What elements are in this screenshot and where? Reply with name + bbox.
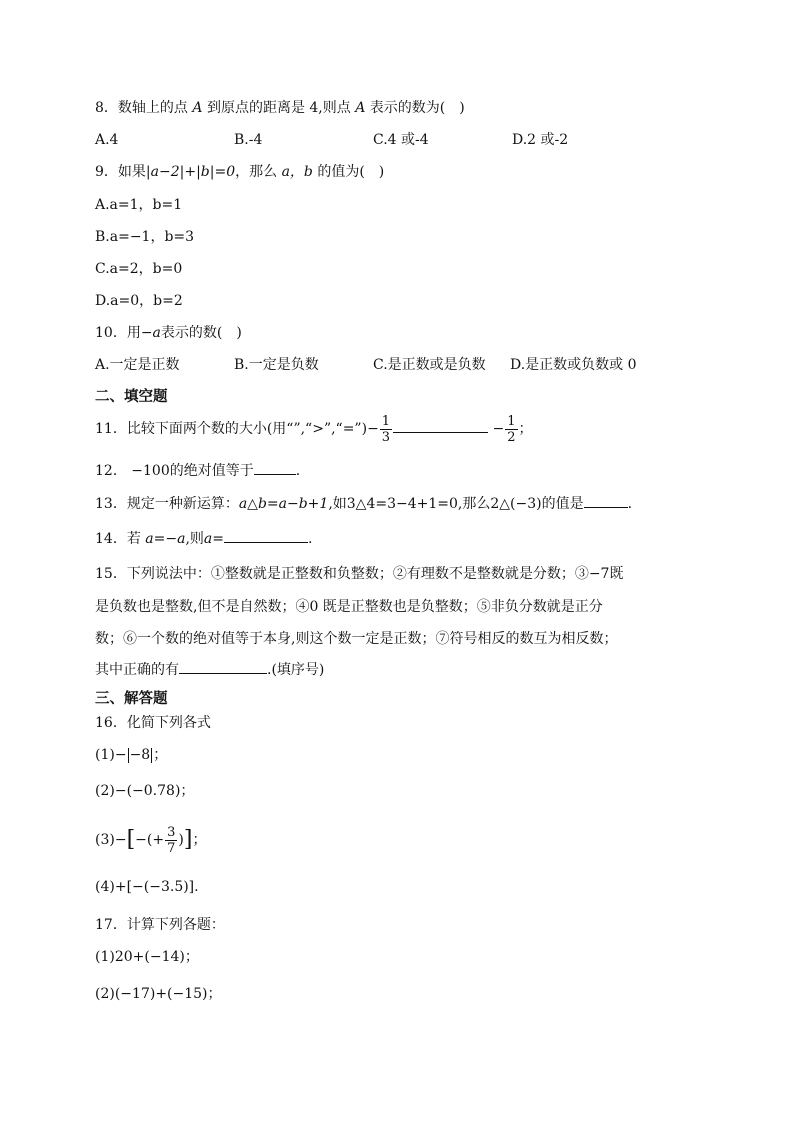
q15-number: 15． [95, 566, 127, 582]
q16-p4-expr: +[−(−3.5)] [114, 879, 195, 895]
q14-expr: a=−a [145, 531, 186, 547]
q16-p2-label: (2) [95, 783, 115, 799]
q8-option-b: B.-4 [234, 132, 263, 148]
q10-expr: −a [140, 325, 161, 341]
q16-p2-end: ； [180, 783, 195, 799]
section-3-title: 三、解答题 [95, 691, 168, 707]
q13-text-b: ,如 [328, 496, 347, 512]
q11-right-denominator: 2 [507, 429, 516, 445]
q16-p1-sign: − [114, 747, 127, 763]
q14-text-a: 若 [126, 531, 141, 547]
q9-text-b: ，那么 [235, 164, 278, 180]
q9-option-b: B.a=−1，b=3 [95, 229, 195, 245]
q17-part-1 [95, 946, 199, 968]
q13-text-d: 的值是 [541, 496, 584, 512]
q9-vars: a，b [281, 164, 313, 180]
q11-left-sign: − [367, 421, 379, 437]
question-15-line-4 [95, 659, 324, 681]
q16-p1-label: (1) [95, 747, 115, 763]
q9-text-c: 的值为( ) [317, 164, 385, 180]
q16-p4-end: . [194, 879, 199, 895]
q11-answer-blank[interactable] [393, 418, 488, 433]
q11-number: 11． [95, 421, 127, 437]
q16-part-4 [95, 876, 199, 898]
q17-p2-expr: (−17)+(−15) [114, 986, 208, 1002]
q12-number: 12． [95, 463, 127, 479]
section-2-title: 二、填空题 [95, 389, 168, 405]
q14-answer-blank[interactable] [224, 528, 308, 543]
q12-expr: −100 [131, 463, 170, 479]
q8-text-b: 到原点的距离是 4,则点 [206, 100, 351, 116]
q16-p3-inner-b: ) [178, 832, 184, 848]
q12-text: 的绝对值等于 [169, 463, 254, 479]
q9-number: 9． [95, 164, 118, 180]
q8-number: 8． [95, 100, 118, 116]
q8-option-d: D.2 或-2 [512, 132, 569, 148]
q10-number: 10． [95, 325, 127, 341]
question-15-line-1 [95, 563, 623, 585]
q16-p3-close-bracket: ] [183, 827, 193, 852]
q13-answer-blank[interactable] [584, 493, 628, 508]
question-14 [95, 528, 312, 550]
question-17 [95, 914, 225, 936]
q16-p3-open-bracket: [ [126, 827, 136, 852]
q8-var-a: A [192, 100, 203, 116]
q15-line-1-text: 下列说法中：①整数就是正整数和负整数；②有理数不是整数就是分数；③−7既 [126, 566, 624, 582]
q17-p2-label: (2) [95, 986, 115, 1002]
q17-text: 计算下列各题： [126, 917, 225, 933]
q12-end: . [295, 463, 301, 479]
q8-text-c: 表示的数为( ) [369, 100, 465, 116]
q15-line-4-a: 其中正确的有 [95, 662, 179, 678]
question-8 [95, 97, 465, 119]
q16-p4-label: (4) [95, 879, 115, 895]
q9-option-c: C.a=2，b=0 [95, 261, 183, 277]
q16-number: 16． [95, 715, 127, 731]
q11-left-fraction [380, 414, 392, 445]
question-16 [95, 712, 211, 734]
q10-option-c: C.是正数或是负数 [373, 357, 486, 373]
q11-end: ； [518, 421, 533, 437]
q17-p1-end: ； [184, 949, 199, 965]
q16-p3-sign: − [114, 832, 127, 848]
q11-right-sign: − [492, 421, 505, 437]
q10-option-a: A.一定是正数 [95, 357, 180, 373]
question-11 [95, 412, 533, 446]
q11-right-fraction [505, 414, 517, 445]
q13-end: . [627, 496, 633, 512]
q8-var-b: A [355, 100, 366, 116]
q13-ask: 2△(−3) [490, 496, 542, 512]
q15-answer-blank[interactable] [179, 659, 267, 674]
q16-part-3 [95, 818, 206, 862]
q13-definition: a△b=a−b+1 [238, 496, 329, 512]
question-15-line-2: 是负数也是整数,但不是自然数；④0 既是正整数也是负整数；⑤非负分数就是正分 [95, 599, 603, 615]
q15-line-4-b: .(填序号) [267, 662, 325, 678]
q9-expr: |a−2|+|b|=0 [145, 164, 236, 180]
question-13 [95, 493, 632, 515]
question-12 [95, 460, 300, 482]
q10-text-a: 用 [126, 325, 141, 341]
q9-option-a: A.a=1，b=1 [95, 197, 183, 213]
q11-left-numerator: 1 [381, 413, 391, 429]
q10-option-d: D.是正数或负数或 0 [510, 357, 637, 373]
q16-p2-expr: −(−0.78) [114, 783, 181, 799]
q16-p1-end: ； [153, 747, 168, 763]
q16-p1-inner: −8 [129, 747, 151, 763]
q16-part-2 [95, 780, 194, 802]
q14-end: . [307, 531, 313, 547]
q11-left-denominator: 3 [381, 429, 391, 445]
q8-option-a: A.4 [95, 132, 119, 148]
abs-bar-left [128, 748, 129, 763]
q17-p1-expr: 20+(−14) [114, 949, 185, 965]
q13-example: 3△4=3−4+1=0 [346, 496, 458, 512]
q10-option-b: B.一定是负数 [234, 357, 319, 373]
q8-option-c: C.4 或-4 [373, 132, 429, 148]
q11-text: 比较下面两个数的大小(用“”,“>”,“=”) [126, 421, 368, 437]
q14-text-b: ,则 [185, 531, 204, 547]
q16-text: 化简下列各式 [126, 715, 211, 731]
q14-number: 14． [95, 531, 127, 547]
q9-option-d: D.a=0，b=2 [95, 293, 183, 309]
q13-text-c: ,那么 [457, 496, 491, 512]
q16-part-1 [95, 744, 167, 766]
q8-text-a: 数轴上的点 [117, 100, 188, 116]
q13-number: 13． [95, 496, 127, 512]
q11-right-numerator: 1 [507, 413, 516, 429]
q16-p3-fraction [165, 825, 177, 856]
q13-text-a: 规定一种新运算： [126, 496, 239, 512]
q16-p3-numerator: 3 [167, 824, 176, 840]
q17-number: 17． [95, 917, 127, 933]
question-9 [95, 161, 384, 183]
q9-text-a: 如果 [117, 164, 146, 180]
q17-p2-end: ； [207, 986, 222, 1002]
question-15-line-3: 数；⑥一个数的绝对值等于本身,则这个数一定是正数；⑦符号相反的数互为相反数； [95, 631, 618, 647]
question-10 [95, 322, 242, 344]
q16-p3-end: ； [192, 832, 207, 848]
q17-p1-label: (1) [95, 949, 115, 965]
q16-p3-label: (3) [95, 832, 115, 848]
q17-part-2 [95, 983, 222, 1005]
q16-p3-inner-a: −(+ [135, 832, 165, 848]
q10-text-b: 表示的数( ) [160, 325, 242, 341]
q14-lhs: a= [203, 531, 224, 547]
q12-answer-blank[interactable] [254, 460, 296, 475]
q16-p3-denominator: 7 [167, 840, 176, 856]
